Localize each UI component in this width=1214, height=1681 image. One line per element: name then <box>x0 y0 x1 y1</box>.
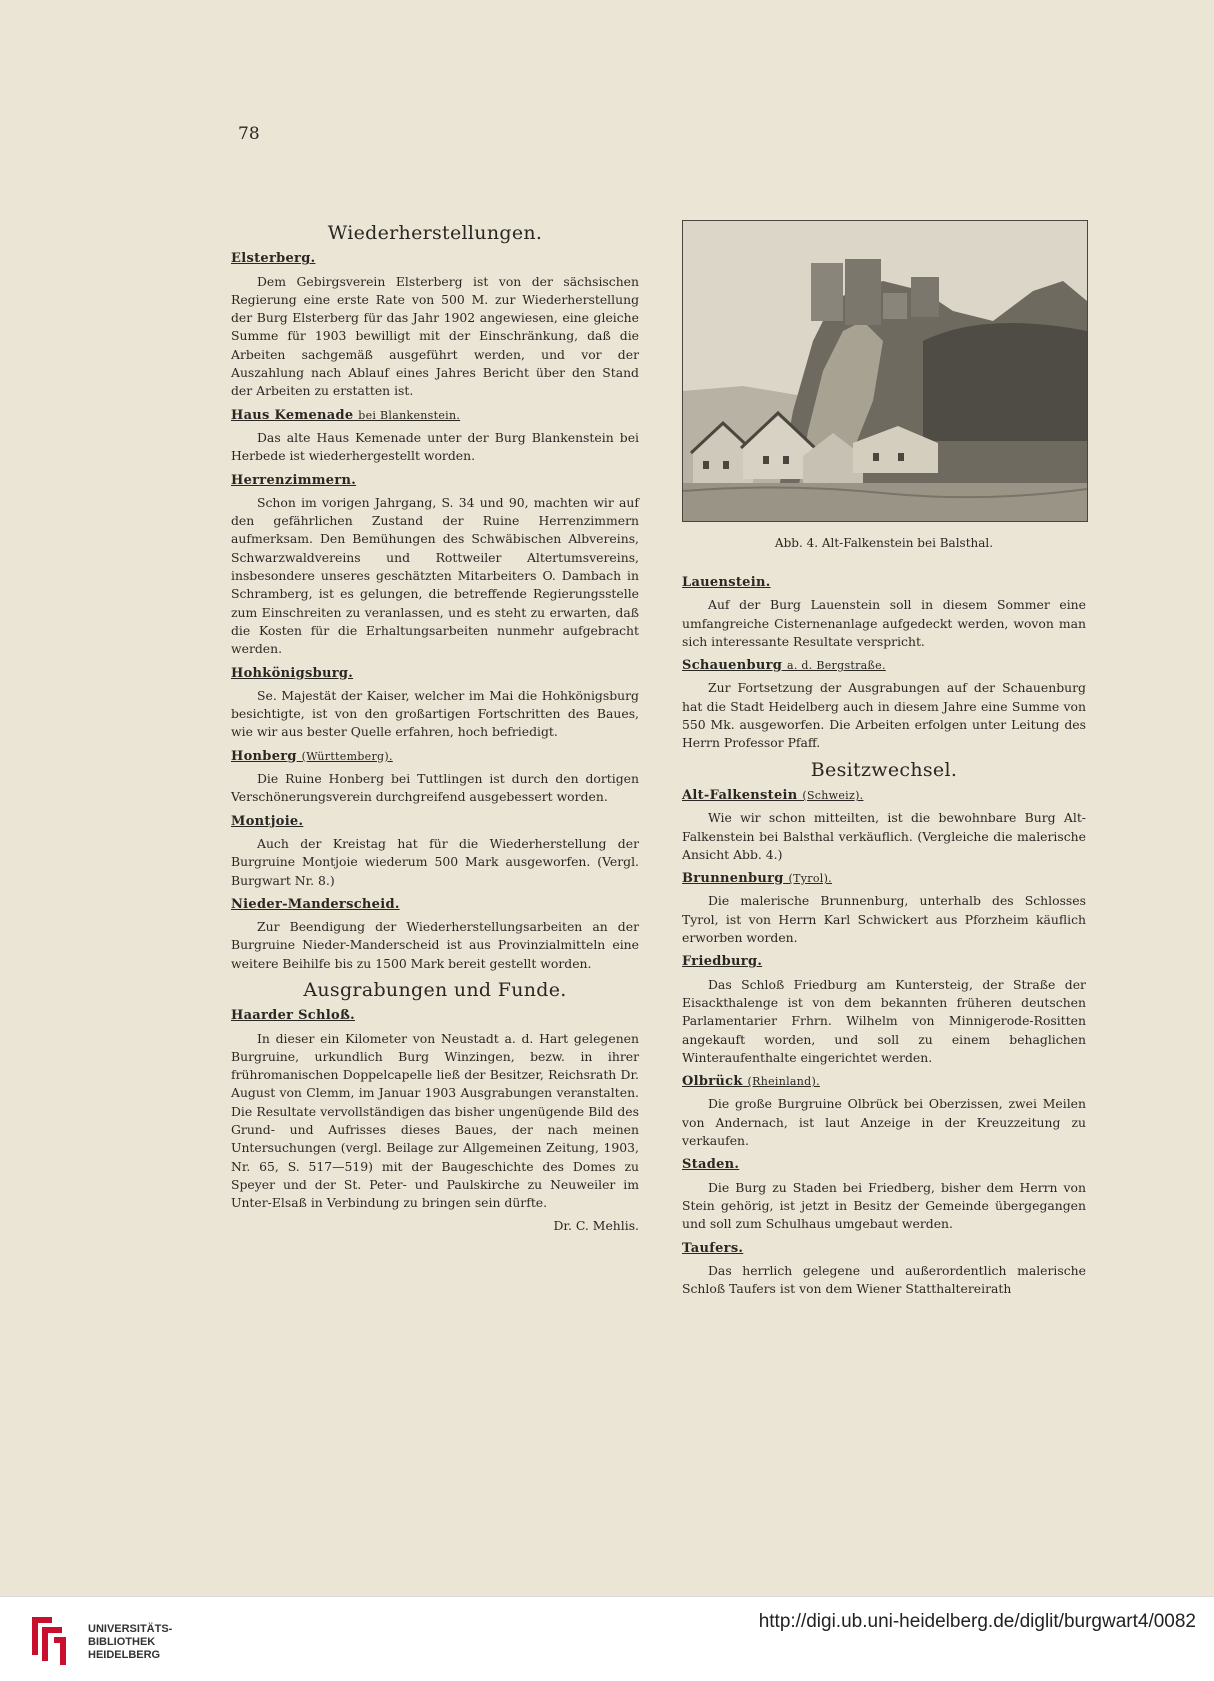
heading-kemenade <box>231 407 639 425</box>
heading-honberg-sub: (Württemberg). <box>301 749 393 763</box>
text-honberg: Die Ruine Honberg bei Tuttlingen ist durch den dortigen Verschönerungsverein durchgreifend ausgebessert worden. <box>231 771 639 805</box>
signature-mehlis: Dr. C. Mehlis. <box>553 1217 639 1233</box>
library-name-line2: BIBLIOTHEK <box>88 1636 156 1648</box>
text-elsterberg: Dem Gebirgsverein Elsterberg ist von der sächsischen Regierung eine erste Rate von 500 M. zur Wiederherstellung der Burg Elsterberg für das Jahr 1902 angewiesen, eine gleiche Summe für 1903 bewilligt mit der Einschränkung, daß die Arbeiten sachgemäß ausgeführt werden, und vor der Auszahlung nach Ablauf eines Jahres Bericht über den Stand der Arbeiten zu erstatten ist. <box>231 273 639 399</box>
left-column <box>231 216 639 1235</box>
heading-honberg <box>231 748 639 766</box>
figure-caption: Abb. 4. Alt-Falkenstein bei Balsthal. <box>774 536 994 550</box>
heading-brunnenburg <box>682 870 1086 888</box>
text-friedburg: Das Schloß Friedburg am Kuntersteig, der Straße der Eisackthalenge ist von dem bekannten früheren deutschen Parlamentarier Frhrn. Wilhelm von Minnigerode-Rositten angekauft worden, und soll zu einem behaglichen Winteraufenthalte eingerichtet werden. <box>682 976 1086 1065</box>
heading-brunnenburg-sub: (Tyrol). <box>788 872 832 886</box>
text-lauenstein: Auf der Burg Lauenstein soll in diesem Sommer eine umfangreiche Cisternenanlage aufgedeckt werden, wovon man sich interessante Resultate verspricht. <box>682 597 1086 649</box>
section-title-ausgrabungen: Ausgrabungen und Funde. <box>303 978 567 1001</box>
text-hohkoenigsburg: Se. Majestät der Kaiser, welcher im Mai die Hohkönigsburg besichtigte, ist von den großartigen Fortschritten des Baues, wie wir aus bester Quelle erfahren, hoch befriedigt. <box>231 687 639 740</box>
text-haardt: In dieser ein Kilometer von Neustadt a. d. Hart gelegenen Burgruine, urkundlich Burg Winzingen, bezw. in ihrer frühromanischen Doppelcapelle ließ der Besitzer, Reichsrath Dr. August von Clemm, im Januar 1903 Ausgrabungen veranstalten. Die Resultate vervollständigen das bisher ungenügende Bild des Grund- und Aufrisses dieses Baues, der nach meinen Untersuchungen (vergl. Beilage zur Allgemeinen Zeitung, 1903, Nr. 65, S. 517—519) mit der Baugeschichte des Domes zu Speyer und der St. Peter- und Paulskirche zu Neuweiler im Unter-Elsaß in Verbindung zu bringen sein dürfte. <box>231 1030 639 1211</box>
ub-heidelberg-logo-icon[interactable] <box>26 1611 72 1667</box>
viewer-footer <box>0 1596 1214 1681</box>
text-brunnenburg: Die malerische Brunnenburg, unterhalb des Schlosses Tyrol, ist von Herrn Karl Schwickert aus Pforzheim käuflich erworben worden. <box>682 893 1086 946</box>
right-column <box>682 568 1086 1302</box>
text-altfalkenstein: Wie wir schon mitteilten, ist die bewohnbare Burg Alt-Falkenstein bei Balsthal verkäuflich. (Vergleiche die malerische Ansicht Abb. 4.) <box>682 810 1086 862</box>
heading-honberg-title: Honberg <box>231 748 297 764</box>
heading-montjoie: Montjoie. <box>231 813 304 829</box>
heading-elsterberg: Elsterberg. <box>231 251 316 267</box>
heading-schauenburg-sub: a. d. Bergstraße. <box>786 659 886 673</box>
text-taufers: Das herrlich gelegene und außerordentlich malerische Schloß Taufers ist von dem Wiener Statthaltereirath <box>682 1262 1086 1297</box>
permalink-url[interactable]: http://digi.ub.uni-heidelberg.de/diglit/burgwart4/0082 <box>758 1611 1196 1632</box>
figure-alt-falkenstein <box>682 220 1088 522</box>
text-niedermanderscheid: Zur Beendigung der Wiederherstellungsarbeiten an der Burgruine Nieder-Manderscheid ist aus Provinzialmitteln eine weitere Beihilfe bis zu 1500 Mark bereit gestellt worden. <box>231 919 639 971</box>
heading-staden: Staden. <box>682 1157 740 1173</box>
logo-mark <box>26 1611 72 1667</box>
heading-kemenade-sub: bei Blankenstein. <box>358 408 461 422</box>
heading-lauenstein: Lauenstein. <box>682 575 771 590</box>
text-schauenburg: Zur Fortsetzung der Ausgrabungen auf der Schauenburg hat die Stadt Heidelberg auch in diesem Jahre eine Summe von 550 Mk. ausgeworfen. Die Arbeiten erfolgen unter Leitung des Herrn Professor Pfaff. <box>682 680 1086 751</box>
page-number: 78 <box>238 124 260 144</box>
section-title-wiederherstellungen: Wiederherstellungen. <box>327 222 543 244</box>
heading-schauenburg <box>682 657 1086 675</box>
heading-haardt: Haarder Schloß. <box>231 1008 355 1024</box>
text-kemenade: Das alte Haus Kemenade unter der Burg Blankenstein bei Herbede ist wiederhergestellt worden. <box>231 429 639 464</box>
section-title-besitzwechsel: Besitzwechsel. <box>810 758 958 781</box>
text-montjoie: Auch der Kreistag hat für die Wiederherstellung der Burgruine Montjoie wiederum 500 Mark ausgeworfen. (Vergl. Burgwart Nr. 8.) <box>231 835 639 888</box>
text-staden: Die Burg zu Staden bei Friedberg, bisher dem Herrn von Stein gehörig, ist jetzt in Besitz der Gemeinde übergegangen und soll zum Schulhaus umgebaut werden. <box>682 1179 1086 1232</box>
heading-taufers: Taufers. <box>682 1240 744 1256</box>
heading-altfalkenstein <box>682 787 1086 805</box>
heading-friedburg: Friedburg. <box>682 954 763 970</box>
castle-photo-illustration <box>683 221 1087 521</box>
heading-olbrueck-title: Olbrück <box>682 1074 743 1090</box>
text-herrenzimmern: Schon im vorigen Jahrgang, S. 34 und 90, machten wir auf den gefährlichen Zustand der Ruine Herrenzimmern aufmerksam. Den Bemühungen des Schwäbischen Albvereins, Schwarzwaldvereins und Rottweiler Altertumsvereins, insbesondere unseres geschätzten Mitarbeiters O. Dambach in Schramberg, ist es gelungen, die betreffende Regierungsstelle zum Einschreiten zu veranlassen, und es steht zu erwarten, daß die Kosten für die Erhaltungsarbeiten nunmehr aufgebracht werden. <box>231 494 639 657</box>
heading-niedermanderscheid: Nieder-Manderscheid. <box>231 896 400 912</box>
heading-herrenzimmern: Herrenzimmern. <box>231 472 357 488</box>
library-name-line1: UNIVERSITÄTS- <box>88 1623 173 1635</box>
heading-olbrueck-sub: (Rheinland). <box>747 1075 820 1089</box>
heading-schauenburg-title: Schauenburg <box>682 658 783 674</box>
heading-hohkoenigsburg: Hohkönigsburg. <box>231 665 354 681</box>
heading-olbrueck <box>682 1073 1086 1091</box>
library-name-line3: HEIDELBERG <box>88 1649 161 1661</box>
heading-kemenade-title: Haus Kemenade <box>231 407 354 423</box>
heading-brunnenburg-title: Brunnenburg <box>682 871 784 887</box>
text-olbrueck: Die große Burgruine Olbrück bei Oberzissen, zwei Meilen von Andernach, ist laut Anzeige in der Kreuzzeitung zu verkaufen. <box>682 1096 1086 1149</box>
library-name <box>88 1623 172 1662</box>
heading-altfalkenstein-title: Alt-Falkenstein <box>682 787 798 803</box>
heading-altfalkenstein-sub: (Schweiz). <box>802 788 864 802</box>
